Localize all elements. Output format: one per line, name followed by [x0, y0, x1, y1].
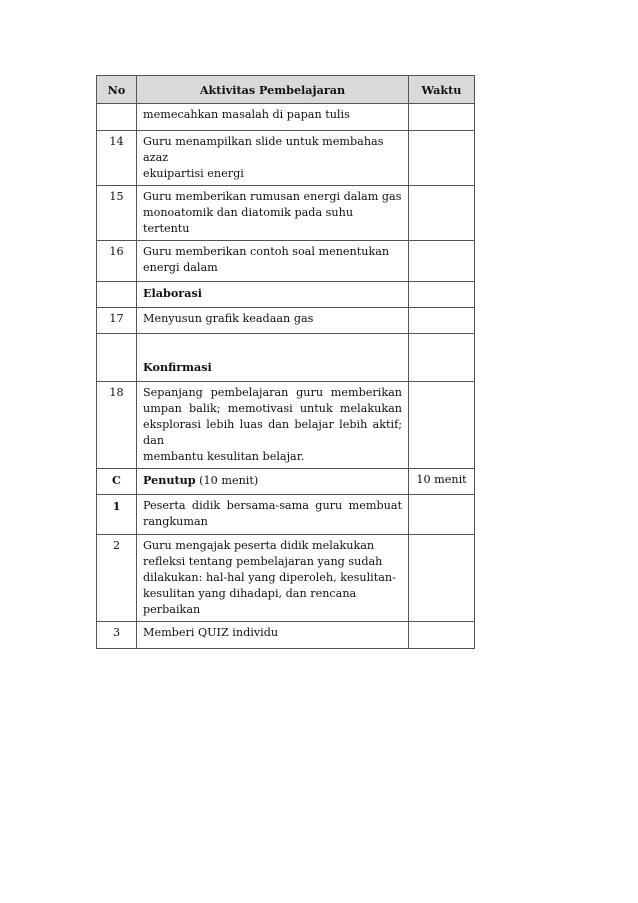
activity-text: Peserta didik bersama-sama guru membuat [143, 499, 402, 512]
table-row [97, 241, 475, 282]
row-number: 18 [97, 382, 137, 469]
activity-text: Guru memberikan contoh soal menentukan [143, 245, 390, 258]
activity-text: kesulitan yang dihadapi, dan rencana perbaikan [143, 587, 357, 616]
row-number: 1 [97, 495, 137, 535]
activity-cell [137, 104, 409, 131]
row-number: 14 [97, 131, 137, 186]
activity-text: umpan balik; memotivasi untuk melakukan [143, 402, 402, 415]
activity-text: eksplorasi lebih luas dan belajar lebih aktif; dan [143, 418, 402, 447]
section-heading-konfirmasi: Konfirmasi [137, 334, 409, 382]
activity-text: Sepanjang pembelajaran guru memberikan [143, 386, 402, 399]
time-cell [409, 104, 475, 131]
activity-text: Memberi QUIZ individu [143, 626, 279, 639]
activity-text: dilakukan: hal-hal yang diperoleh, kesulitan- [143, 571, 396, 584]
activity-text: rangkuman [143, 515, 208, 528]
activity-text: monoatomik dan diatomik pada suhu tertentu [143, 206, 354, 235]
row-number: 15 [97, 186, 137, 241]
table-row [97, 495, 475, 535]
activity-cell [137, 535, 409, 622]
activity-text: Guru memberikan rumusan energi dalam gas [143, 190, 402, 203]
activity-text: membantu kesulitan belajar. [143, 450, 305, 463]
time-cell [409, 186, 475, 241]
activity-cell [137, 382, 409, 469]
activity-text: energi dalam [143, 261, 218, 274]
table-row [97, 535, 475, 622]
table-row [97, 334, 475, 382]
row-number [97, 334, 137, 382]
activity-text: refleksi tentang pembelajaran yang sudah [143, 555, 383, 568]
section-heading-elaborasi: Elaborasi [137, 282, 409, 308]
time-cell [409, 622, 475, 649]
table-row [97, 469, 475, 495]
section-duration: (10 menit) [195, 474, 259, 487]
time-cell [409, 131, 475, 186]
table-row [97, 282, 475, 308]
table-row [97, 131, 475, 186]
activity-cell [137, 495, 409, 535]
table-row [97, 382, 475, 469]
time-cell: 10 menit [409, 469, 475, 495]
activity-cell [137, 308, 409, 334]
activity-cell [137, 131, 409, 186]
time-cell [409, 535, 475, 622]
row-number: 3 [97, 622, 137, 649]
lesson-activity-table [96, 75, 475, 649]
row-number: C [97, 469, 137, 495]
activity-text: ekuipartisi energi [143, 167, 244, 180]
activity-text: Guru mengajak peserta didik melakukan [143, 539, 375, 552]
activity-text: memecahkan masalah di papan tulis [143, 108, 350, 121]
row-number [97, 282, 137, 308]
table-row [97, 186, 475, 241]
row-number: 2 [97, 535, 137, 622]
activity-text: Menyusun grafik keadaan gas [143, 312, 314, 325]
row-number: 16 [97, 241, 137, 282]
table-row [97, 308, 475, 334]
time-cell [409, 241, 475, 282]
time-cell [409, 334, 475, 382]
activity-text: Guru menampilkan slide untuk membahas azaz [143, 135, 384, 164]
row-number [97, 104, 137, 131]
section-heading-penutup: Penutup [143, 473, 196, 487]
row-number: 17 [97, 308, 137, 334]
header-activity: Aktivitas Pembelajaran [137, 76, 409, 104]
activity-cell [137, 186, 409, 241]
header-time: Waktu [409, 76, 475, 104]
time-cell [409, 282, 475, 308]
activity-cell [137, 469, 409, 495]
header-no: No [97, 76, 137, 104]
activity-cell [137, 622, 409, 649]
time-cell [409, 382, 475, 469]
table-row [97, 622, 475, 649]
table-header-row [97, 76, 475, 104]
activity-cell [137, 241, 409, 282]
table-row [97, 104, 475, 131]
time-cell [409, 308, 475, 334]
time-cell [409, 495, 475, 535]
